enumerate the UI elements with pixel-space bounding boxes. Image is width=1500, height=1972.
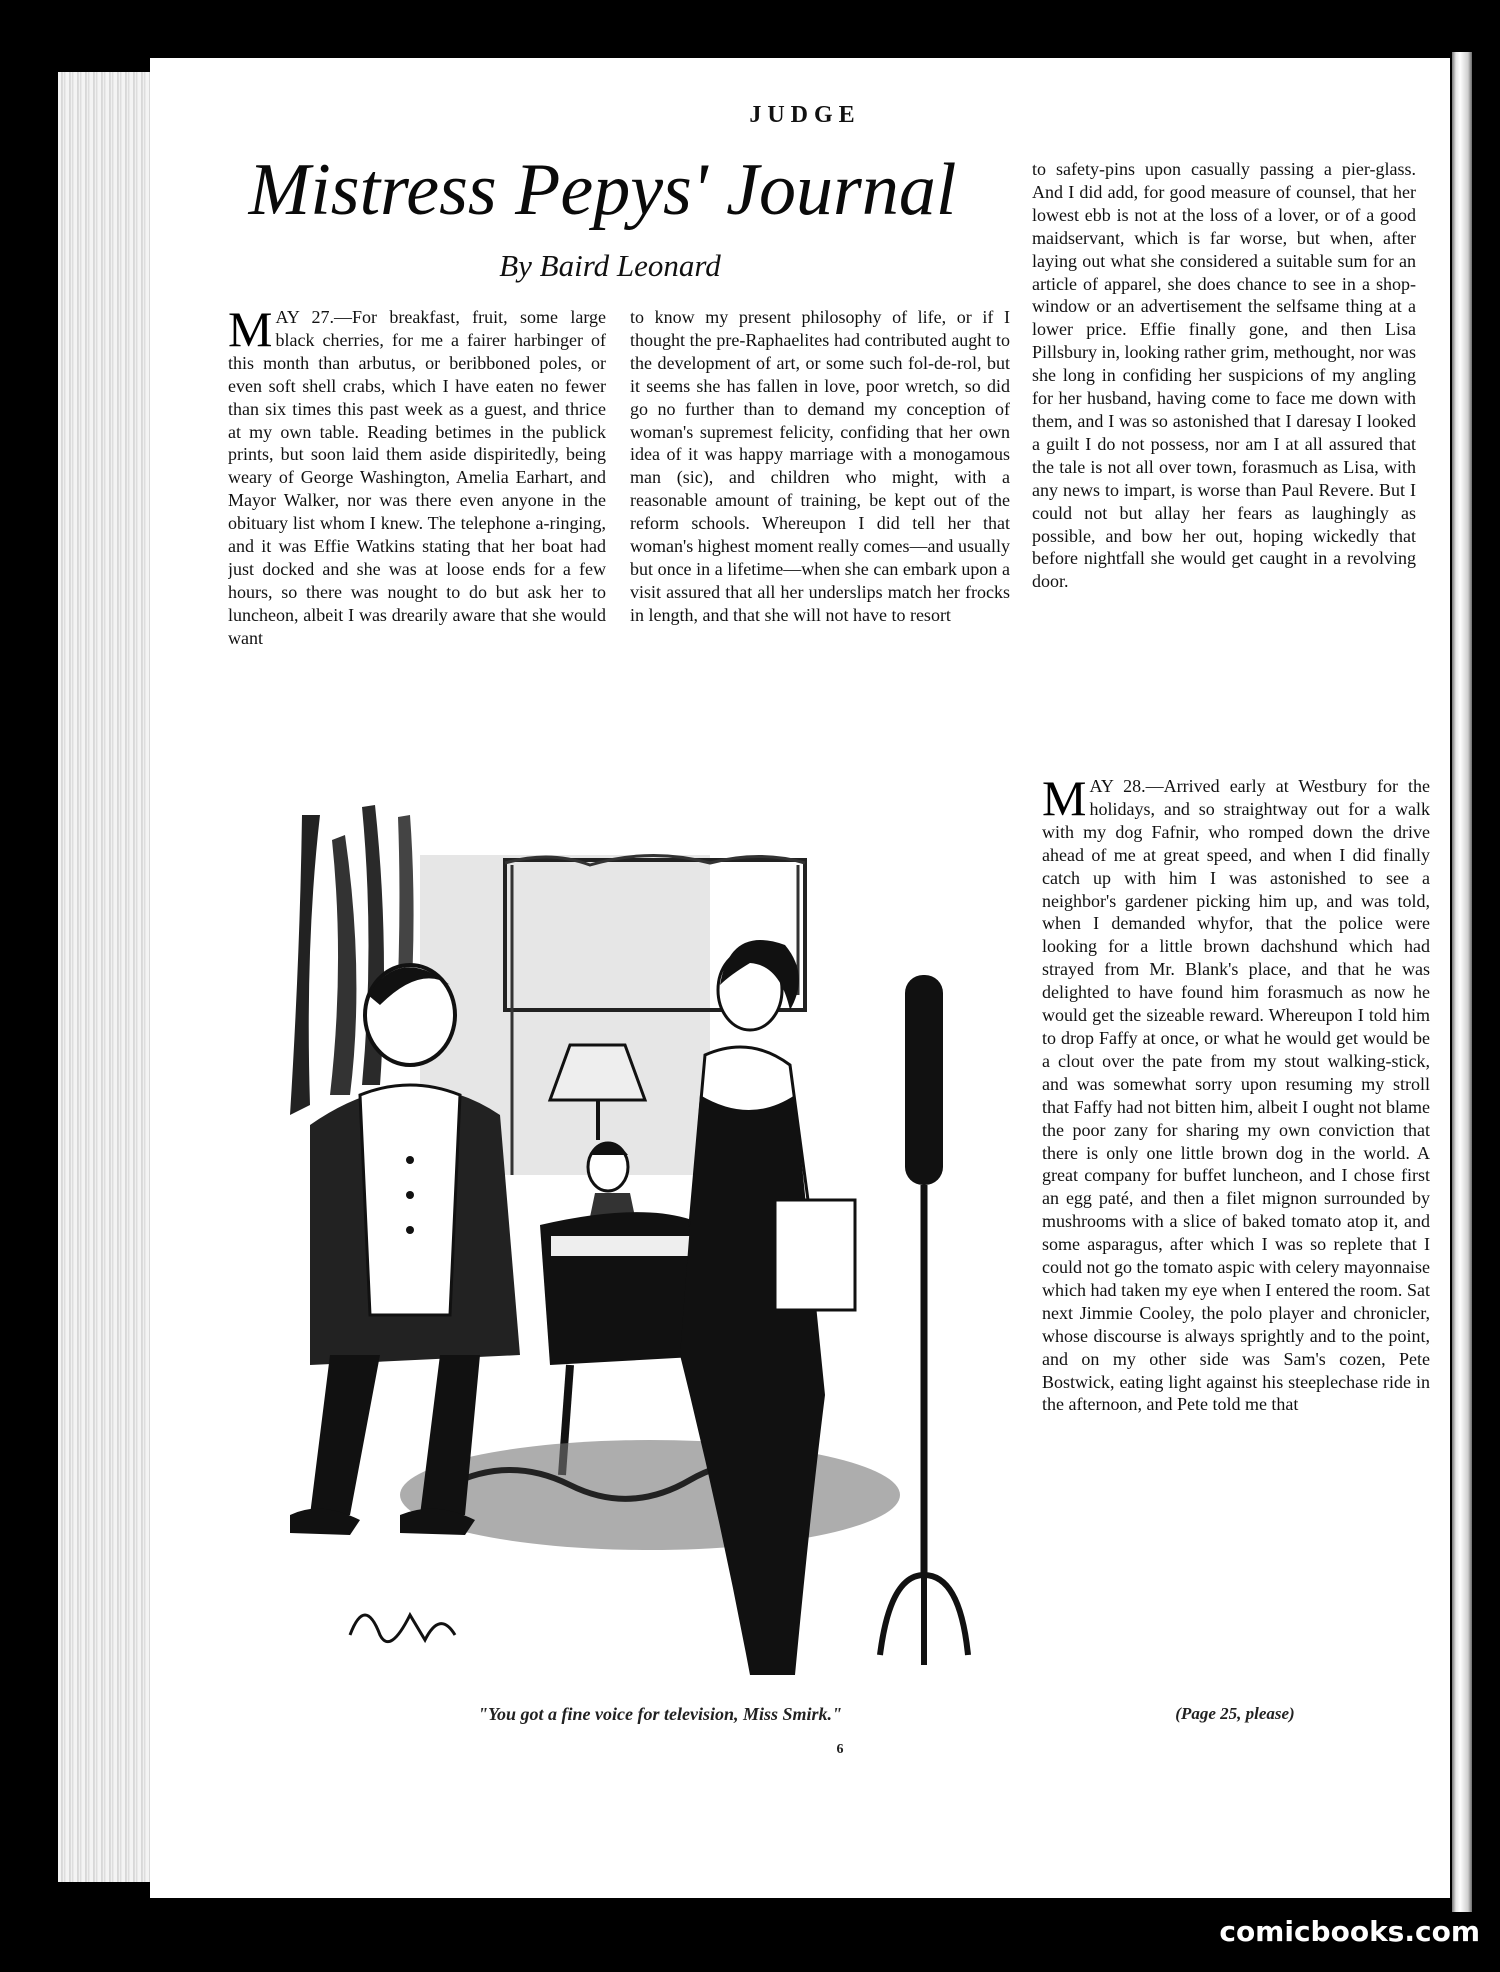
- dropcap-may-27: M: [228, 306, 273, 357]
- column-2: [630, 306, 1010, 766]
- entry-may-27-part2: to know my present philosophy of life, or if I thought the pre-Raphaelites had contributed aught to the development of art, or some such fol-de-rol, but it seems she has fallen in love, poor wretch, so did go no further than to demand my conception of woman's supremest felicity, confiding that her own idea of it was happy marriage with a monogamous man (sic), and children who might, with a reasonable amount of training, be kept out of the reform schools. Whereupon I did tell her that woman's highest moment really comes—and usually but once in a lifetime—when she can embark upon a visit assured that all her underslips match her frocks in length, and that she will not have to resort: [630, 307, 1010, 625]
- continuation-note: (Page 25, please): [1175, 1704, 1295, 1723]
- illustration-caption: "You got a fine voice for television, Miss Smirk.": [478, 1704, 842, 1724]
- entry-may-27-part1: AY 27.—For breakfast, fruit, some large black cherries, for me a fairer harbinger of this month than arbutus, or beribboned poles, or even soft shell crabs, which I have eaten no fewer than six times this past week as a guest, and thrice at my own table. Reading betimes in the publick prints, but soon laid them aside dispiritedly, being weary of George Washington, Amelia Earhart, and Mayor Walker, nor was there even anyone in the obituary list whom I knew. The telephone a-ringing, and it was Effie Watkins stating that her boat had just docked and she was at loose ends for a few hours, so there was nought to do but ask her to luncheon, albeit I was drearily aware that she would want: [228, 307, 606, 648]
- column-3: [1032, 158, 1416, 758]
- page-edges: [58, 72, 160, 1882]
- article-byline: By Baird Leonard: [499, 248, 721, 283]
- entry-may-27-part3: to safety-pins upon casually passing a pier-glass. And I did add, for good measure of counsel, that her lowest ebb is not at the loss of a lover, or of a good maidservant, which is far worse, but when, after laying out what she considered a suitable sum for an article of apparel, she does chance to see in a shop-window or an advertisement the selfsame thing at a lower price. Effie finally gone, and then Lisa Pillsbury in, looking rather grim, methought, nor was she long in confiding her suspicions of my angling for her husband, having come to face me down with them, and I was so astonished that I daresay I looked a guilt I do not possess, nor am I at all assured that the tale is not all over town, forasmuch as Lisa, with any news to impart, is worse than Paul Revere. But I could not but allay her fears as laughingly as possible, and bow her out, hoping wickedly that before nightfall she would get caught in a revolving door.: [1032, 159, 1416, 592]
- page-number: 6: [836, 1742, 844, 1757]
- cartoon-illustration: [250, 795, 1010, 1705]
- watermark: comicbooks.com: [1219, 1915, 1480, 1948]
- book-spine: [1452, 52, 1472, 1912]
- entry-may-28: AY 28.—Arrived early at Westbury for the holidays, and so straightway out for a walk with my dog Fafnir, who romped down the drive ahead of me at great speed, and when I did finally catch up with him I was astonished to see a neighbor's gardener picking him up, and was told, when I demanded whyfor, that the police were looking for a little brown dachshund which had strayed from Mr. Blank's place, and that he was delighted to have found him forasmuch as now he would get the sizeable reward. Whereupon I told him to drop Faffy at once, or what he would get would be a clout over the pate from my stout walking-stick, and was somewhat sorry upon resuming my stroll that Faffy had not bitten him, albeit I ought not blame the poor zany for sharing my own conviction that there is only one little brown dog in the world. A great company for buffet luncheon, and I chose first an egg paté, and then a filet mignon surrounded by mushrooms with a slice of baked tomato atop it, and some asparagus, after which I was so replete that I could not go the tomato aspic with celery mayonnaise which had taken my eye when I entered the room. Sat next Jimmie Cooley, the polo player and chronicler, whose discourse is always sprightly and to the point, and on my other side was Sam's cozen, Pete Bostwick, eating light against his steeplechase ride in the afternoon, and Pete told me that: [1042, 776, 1430, 1415]
- dropcap-may-28: M: [1042, 775, 1087, 826]
- column-1: [228, 306, 606, 766]
- column-4: [1042, 775, 1430, 1725]
- magazine-name: JUDGE: [749, 102, 861, 128]
- article-title: Mistress Pepys' Journal: [248, 149, 957, 231]
